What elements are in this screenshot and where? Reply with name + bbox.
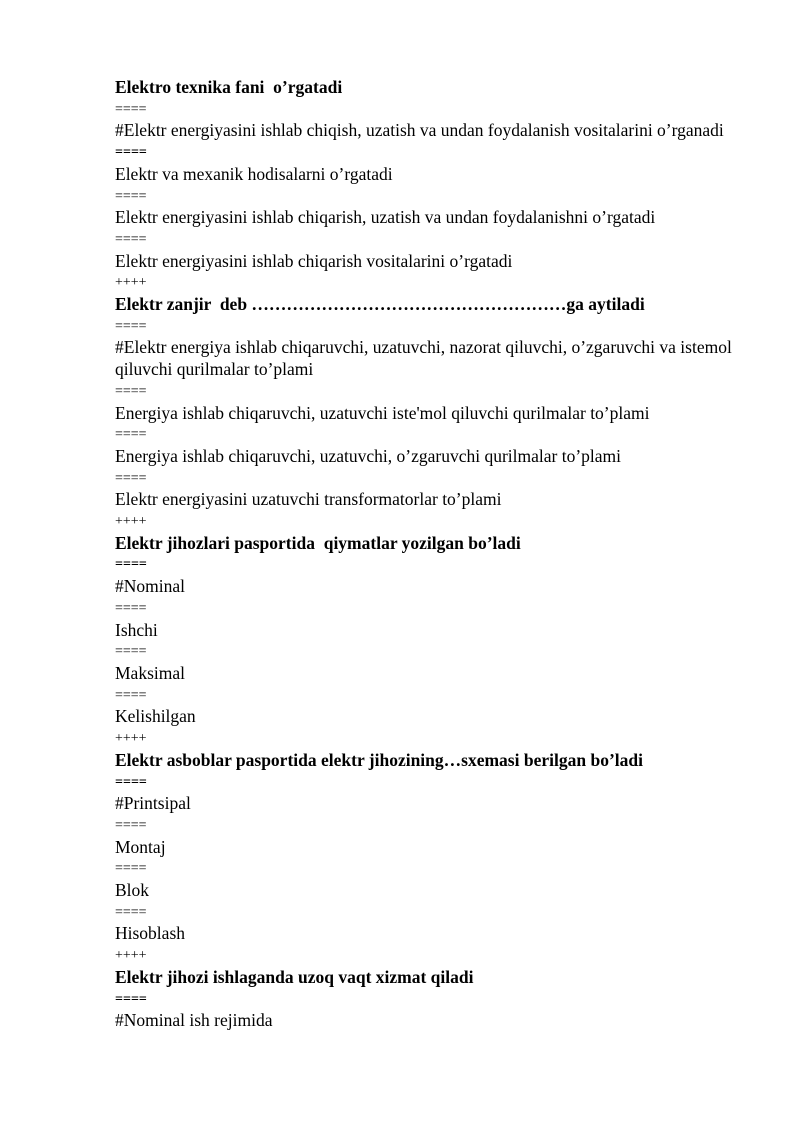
answer-line: Elektr va mexanik hodisalarni o’rgatadi [115, 163, 393, 184]
answer-line: Elektr energiyasini ishlab chiqarish, uzatish va undan foydalanishni o’rgatadi [115, 207, 656, 228]
answer-line: Blok [115, 880, 150, 901]
question-line: Elektr asboblar pasportida elektr jihozining…sxemasi berilgan bo’ladi [115, 749, 643, 770]
answer-line: Energiya ishlab chiqaruvchi, uzatuvchi iste'mol qiluvchi qurilmalar to’plami [115, 402, 650, 423]
answer-separator: ==== [115, 774, 147, 790]
answer-separator: ==== [115, 318, 147, 334]
document-page [115, 77, 735, 1032]
question-line: Elektr zanjir deb ………………………………………………ga aytiladi [115, 294, 645, 315]
correct-answer-line: #Elektr energiya ishlab chiqaruvchi, uzatuvchi, nazorat qiluvchi, o’zgaruvchi va istemol qiluvchi qurilmalar to’plami [115, 337, 737, 380]
correct-answer-line: #Nominal ish rejimida [115, 1010, 273, 1031]
answer-line: Elektr energiyasini ishlab chiqarish vositalarini o’rgatadi [115, 250, 513, 271]
answer-separator: ==== [115, 188, 147, 204]
answer-separator: ==== [115, 991, 147, 1007]
answer-line: Energiya ishlab chiqaruvchi, uzatuvchi, o’zgaruvchi qurilmalar to’plami [115, 445, 622, 466]
answer-separator: ==== [115, 101, 147, 117]
answer-separator: ==== [115, 861, 147, 877]
question-separator: ++++ [115, 948, 147, 964]
answer-line: Maksimal [115, 662, 185, 683]
answer-separator: ==== [115, 383, 147, 399]
answer-separator: ==== [115, 644, 147, 660]
question-separator: ++++ [115, 275, 147, 291]
question-separator: ++++ [115, 514, 147, 530]
answer-separator: ==== [115, 427, 147, 443]
answer-line: Ishchi [115, 619, 158, 640]
correct-answer-line: #Nominal [115, 576, 185, 597]
question-line: Elektr jihozlari pasportida qiymatlar yozilgan bo’ladi [115, 532, 521, 553]
correct-answer-line: #Elektr energiyasini ishlab chiqish, uzatish va undan foydalanish vositalarini o’rganadi [115, 120, 724, 141]
answer-separator: ==== [115, 145, 147, 161]
correct-answer-line: #Printsipal [115, 793, 191, 814]
answer-separator: ==== [115, 904, 147, 920]
question-separator: ++++ [115, 731, 147, 747]
answer-separator: ==== [115, 557, 147, 573]
question-line: Elektr jihozi ishlaganda uzoq vaqt xizmat qiladi [115, 966, 474, 987]
answer-separator: ==== [115, 817, 147, 833]
answer-line: Hisoblash [115, 923, 185, 944]
answer-line: Kelishilgan [115, 706, 196, 727]
question-line: Elektro texnika fani o’rgatadi [115, 77, 343, 97]
answer-separator: ==== [115, 231, 147, 247]
answer-separator: ==== [115, 687, 147, 703]
answer-line: Elektr energiyasini uzatuvchi transformatorlar to’plami [115, 489, 502, 510]
answer-separator: ==== [115, 470, 147, 486]
answer-separator: ==== [115, 600, 147, 616]
answer-line: Montaj [115, 836, 166, 857]
